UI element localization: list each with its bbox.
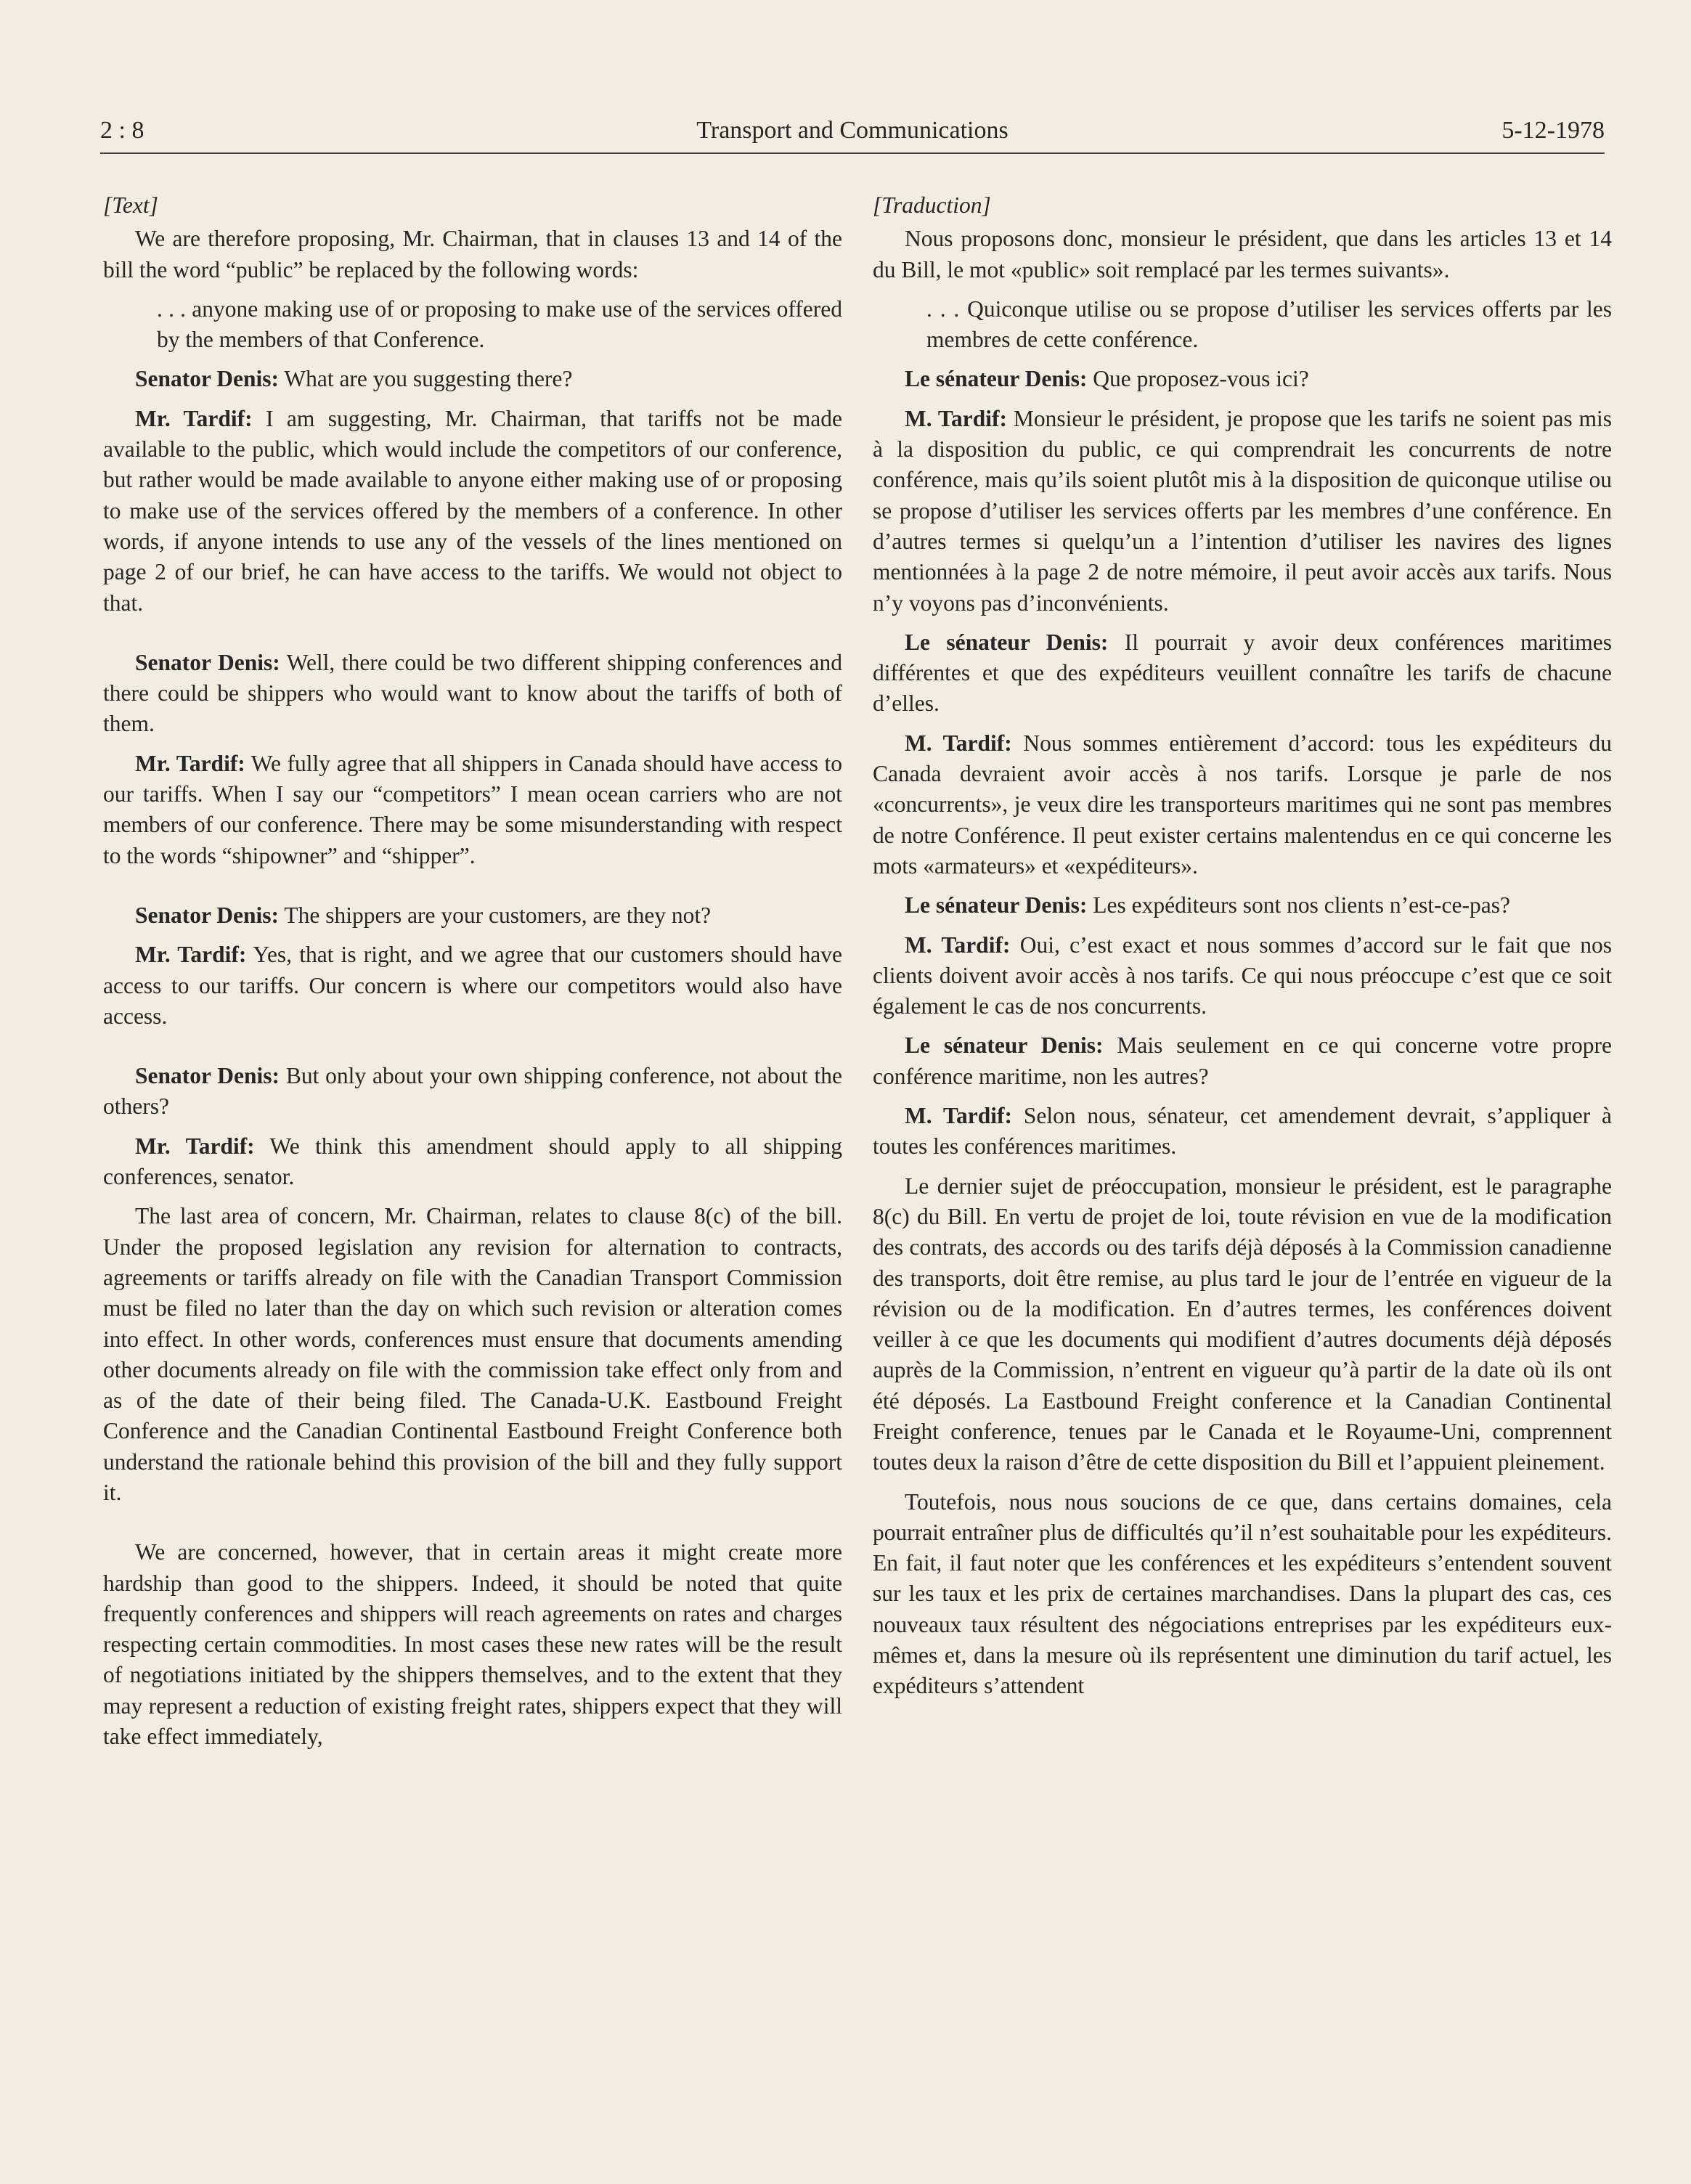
speaker-name: Senator Denis: bbox=[135, 649, 280, 675]
speech-text: Il pourrait y avoir deux conférences maritimes différentes et que des expéditeurs veuillent connaître les tarifs de chacune d’elles. bbox=[873, 629, 1612, 717]
paragraph: The last area of concern, Mr. Chairman, relates to clause 8(c) of the bill. Under the proposed legislation any revision for alternation to contracts, agreements or tariffs already on file with the Canadian Transport Commission must be filed no later than the day on which such revision or alteration comes into effect. In other words, conferences must ensure that documents amending other documents already on file with the commission take effect only from and as of the date of their being filed. The Canada-U.K. Eastbound Freight Conference and the Canadian Continental Eastbound Freight Conference both understand the rationale behind this provision of the bill and they fully support it. bbox=[103, 1203, 842, 1505]
running-title: Transport and Communications bbox=[696, 117, 1009, 144]
speaker-name: M. Tardif: bbox=[905, 932, 1011, 958]
speech-turn bbox=[873, 890, 1612, 921]
speaker-name: Senator Denis: bbox=[135, 1063, 280, 1089]
paragraph: We are therefore proposing, Mr. Chairman, that in clauses 13 and 14 of the bill the word “public” be replaced by the following words: bbox=[103, 226, 842, 282]
speech-text: Selon nous, sénateur, cet amendement devrait, s’appliquer à toutes les conférences maritimes. bbox=[873, 1103, 1613, 1160]
speech-text: We think this amendment should apply to all shipping conferences, senator. bbox=[103, 1133, 842, 1190]
speech-turn bbox=[103, 749, 842, 871]
header-date: 5-12-1978 bbox=[1501, 117, 1605, 144]
speech-turn bbox=[103, 900, 842, 931]
speaker-name: Mr. Tardif: bbox=[135, 1133, 255, 1159]
speaker-name: Le sénateur Denis: bbox=[905, 1032, 1104, 1059]
speaker-name: M. Tardif: bbox=[905, 405, 1007, 431]
speech-text: I am suggesting, Mr. Chairman, that tariffs not be made available to the public, which would include the competitors of our conference, but rather would be made available to anyone either making use of or proposing to make use of the services offered by the members of a conference. In other words, if anyone intends to use any of the vessels of the lines mentioned on page 2 of our brief, he can have access to the tariffs. We would not object to that. bbox=[103, 405, 842, 616]
speaker-name: M. Tardif: bbox=[905, 1103, 1012, 1129]
speaker-name: Mr. Tardif: bbox=[135, 750, 245, 776]
speech-text: But only about your own shipping conference, not about the others? bbox=[103, 1063, 842, 1120]
speech-text: Yes, that is right, and we agree that our customers should have access to our tariffs. Our concern is where our competitors would also have access. bbox=[103, 942, 842, 1029]
paragraph: We are concerned, however, that in certain areas it might create more hardship than good to the shippers. Indeed, it should be noted that quite frequently conferences and shippers will reach agreements on rates and charges respecting certain commodities. In most cases these new rates will be the result of negotiations initiated by the shippers themselves, and to the extent that they may represent a reduction of existing freight rates, shippers expect that they will take effect immediately, bbox=[103, 1539, 842, 1750]
speaker-name: M. Tardif: bbox=[905, 730, 1012, 756]
page-number: 2 : 8 bbox=[100, 117, 144, 144]
speech-turn bbox=[103, 1131, 842, 1193]
paragraph: Toutefois, nous nous soucions de ce que, dans certains domaines, cela pourrait entraîner plus de difficultés qu’il n’est souhaitable pour les expéditeurs. En fait, il faut noter que les conférences et les expéditeurs s’entendent souvent sur les taux et les prix de certaines marchandises. Dans la plupart des cas, ces nouveaux taux résultent des négociations entreprises par les expéditeurs eux-mêmes et, dans la mesure où ils représentent une diminution du tarif actuel, les expéditeurs s’attendent bbox=[873, 1488, 1612, 1699]
speech-text: What are you suggesting there? bbox=[284, 366, 573, 392]
speech-text: Oui, c’est exact et nous sommes d’accord sur le fait que nos clients doivent avoir accès à nos tarifs. Ce qui nous préoccupe c’est que ce soit également le cas de nos concurrents. bbox=[873, 932, 1612, 1019]
paragraph: Nous proposons donc, monsieur le président, que dans les articles 13 et 14 du Bill, le mot «public» soit remplacé par les termes suivants». bbox=[873, 226, 1612, 282]
speech-text: Well, there could be two different shipping conferences and there could be shippers who would want to know about the tariffs of both of them. bbox=[103, 649, 842, 737]
speech-text: Les expéditeurs sont nos clients n’est-ce-pas? bbox=[1093, 892, 1510, 918]
speech-turn bbox=[103, 940, 842, 1032]
speech-turn bbox=[103, 404, 842, 619]
speech-turn bbox=[103, 648, 842, 740]
language-tag: [Traduction] bbox=[873, 192, 991, 218]
speech-turn bbox=[873, 728, 1612, 881]
speaker-name: Mr. Tardif: bbox=[135, 942, 247, 968]
speaker-name: Le sénateur Denis: bbox=[905, 892, 1088, 918]
speaker-name: Senator Denis: bbox=[135, 366, 280, 392]
speech-turn bbox=[103, 1061, 842, 1122]
english-column bbox=[103, 190, 842, 1761]
language-tag: [Text] bbox=[103, 192, 158, 218]
speech-turn bbox=[103, 364, 842, 394]
speech-turn bbox=[873, 627, 1612, 720]
quoted-amendment: . . . Quiconque utilise ou se propose d’utiliser les services offerts par les membres de cette conférence. bbox=[926, 296, 1612, 353]
speech-turn bbox=[873, 1101, 1612, 1162]
speech-text: The shippers are your customers, are they not? bbox=[284, 902, 712, 928]
speech-turn bbox=[873, 404, 1612, 619]
speech-turn bbox=[873, 930, 1612, 1022]
page-header bbox=[100, 109, 1605, 154]
speech-turn bbox=[873, 1030, 1612, 1092]
speech-turn bbox=[873, 364, 1612, 394]
speaker-name: Mr. Tardif: bbox=[135, 405, 253, 431]
speaker-name: Senator Denis: bbox=[135, 902, 280, 928]
speech-text: Nous sommes entièrement d’accord: tous les expéditeurs du Canada devraient avoir accès à nos tarifs. Lorsque je parle de nos «concurrents», je veux dire les transporteurs maritimes qui ne sont pas membres de notre Conférence. Il peut exister certains malentendus en ce qui concerne les mots «armateurs» et «expéditeurs». bbox=[873, 730, 1612, 879]
speech-text: Monsieur le président, je propose que les tarifs ne soient pas mis à la disposition du public, ce qui comprendrait les concurrents de notre conférence, mais qu’ils soient plutôt mis à la disposition de quiconque utilise ou se propose d’utiliser les services offerts par les membres d’une conférence. En d’autres termes si quelqu’un a l’intention d’utiliser les navires des lignes mentionnées à la page 2 de notre mémoire, il peut avoir accès aux tarifs. Nous n’y voyons pas d’inconvénients. bbox=[873, 405, 1613, 616]
speech-text: Mais seulement en ce qui concerne votre propre conférence maritime, non les autres? bbox=[873, 1032, 1612, 1089]
french-column bbox=[873, 190, 1612, 1711]
speaker-name: Le sénateur Denis: bbox=[905, 629, 1109, 655]
paragraph: Le dernier sujet de préoccupation, monsieur le président, est le paragraphe 8(c) du Bill. En vertu de projet de loi, toute révision en vue de la modification des contrats, des accords ou des tarifs déjà déposés à la Commission canadienne des transports, doit être remise, au plus tard le jour de l’entrée en vigueur de la révision ou de la modification. En d’autres termes, les conférences doivent veiller à ce que les documents qui modifient d’autres documents déjà déposés auprès de la Commission, n’entrent en vigueur qu’à partir de la date où ils ont été déposés. La Eastbound Freight conference et la Canadian Continental Freight conference, tenues par le Canada et le Royaume-Uni, comprennent toutes deux la raison d’être de cette disposition du Bill et l’appuient pleinement. bbox=[873, 1173, 1612, 1475]
speech-text: We fully agree that all shippers in Canada should have access to our tariffs. When I say our “competitors” I mean ocean carriers who are not members of our conference. There may be some misunderstanding with respect to the words “shipowner” and “shipper”. bbox=[103, 750, 842, 868]
speech-text: Que proposez-vous ici? bbox=[1093, 366, 1309, 392]
quoted-amendment: . . . anyone making use of or proposing to make use of the services offered by the members of that Conference. bbox=[157, 296, 842, 353]
speaker-name: Le sénateur Denis: bbox=[905, 366, 1088, 392]
